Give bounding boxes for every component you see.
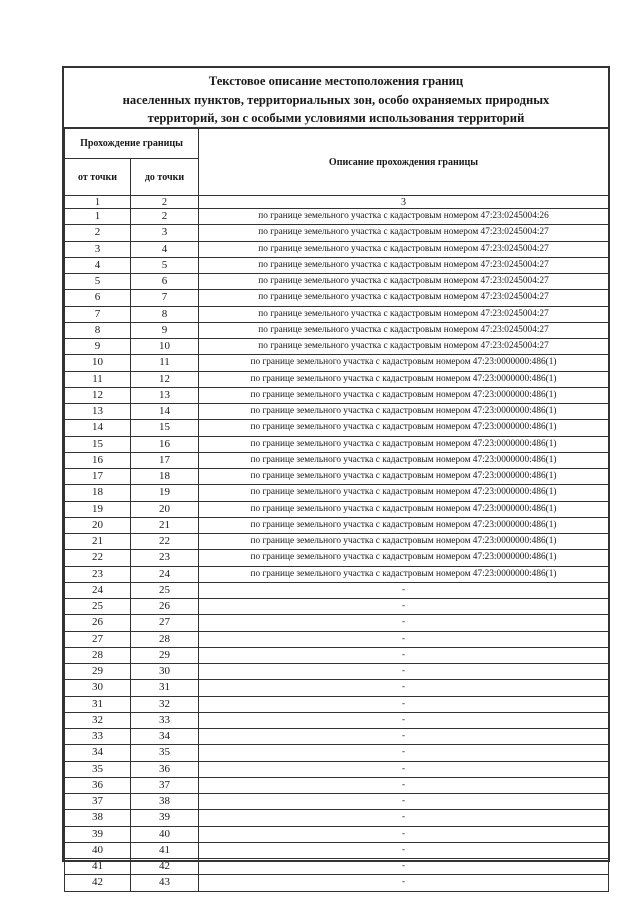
table-row <box>65 712 609 728</box>
table-row <box>65 290 609 306</box>
row-to-point: 24 <box>131 566 199 582</box>
row-to-point: 37 <box>131 777 199 793</box>
row-description: - <box>199 631 609 647</box>
row-from-point: 10 <box>65 355 131 371</box>
row-from-point: 39 <box>65 826 131 842</box>
table-row <box>65 566 609 582</box>
table-row <box>65 794 609 810</box>
table-row <box>65 241 609 257</box>
table-row <box>65 745 609 761</box>
row-to-point: 12 <box>131 371 199 387</box>
row-from-point: 41 <box>65 859 131 875</box>
table-row <box>65 696 609 712</box>
row-description: по границе земельного участка с кадастровым номером 47:23:0245004:27 <box>199 290 609 306</box>
row-to-point: 9 <box>131 322 199 338</box>
row-from-point: 32 <box>65 712 131 728</box>
table-row <box>65 225 609 241</box>
table-row <box>65 420 609 436</box>
row-to-point: 31 <box>131 680 199 696</box>
table-row <box>65 582 609 598</box>
row-description: - <box>199 696 609 712</box>
row-from-point: 23 <box>65 566 131 582</box>
row-from-point: 21 <box>65 534 131 550</box>
table-row <box>65 631 609 647</box>
row-from-point: 22 <box>65 550 131 566</box>
row-to-point: 4 <box>131 241 199 257</box>
row-to-point: 43 <box>131 875 199 891</box>
title-line-3: территорий, зон с особыми условиями использования территорий <box>147 111 525 125</box>
title-line-1: Текстовое описание местоположения границ <box>208 74 464 88</box>
row-description: - <box>199 680 609 696</box>
table-row <box>65 306 609 322</box>
row-to-point: 30 <box>131 664 199 680</box>
row-to-point: 5 <box>131 257 199 273</box>
row-from-point: 15 <box>65 436 131 452</box>
table-row <box>65 436 609 452</box>
row-to-point: 39 <box>131 810 199 826</box>
row-from-point: 6 <box>65 290 131 306</box>
table-row <box>65 534 609 550</box>
column-number-3: 3 <box>199 196 609 209</box>
row-from-point: 26 <box>65 615 131 631</box>
row-description: - <box>199 647 609 663</box>
row-description: - <box>199 582 609 598</box>
row-from-point: 33 <box>65 729 131 745</box>
row-description: - <box>199 712 609 728</box>
row-from-point: 1 <box>65 209 131 225</box>
table-row <box>65 501 609 517</box>
row-to-point: 33 <box>131 712 199 728</box>
row-description: - <box>199 794 609 810</box>
row-description: - <box>199 842 609 858</box>
row-from-point: 16 <box>65 452 131 468</box>
header-from: от точки <box>65 159 131 196</box>
row-from-point: 13 <box>65 404 131 420</box>
title-line-2: населенных пунктов, территориальных зон, особо охраняемых природных <box>122 92 550 107</box>
table-row <box>65 777 609 793</box>
row-from-point: 27 <box>65 631 131 647</box>
row-to-point: 14 <box>131 404 199 420</box>
row-description: - <box>199 599 609 615</box>
table-row <box>65 826 609 842</box>
table-row <box>65 664 609 680</box>
row-to-point: 38 <box>131 794 199 810</box>
row-to-point: 42 <box>131 859 199 875</box>
header-to: до точки <box>131 159 199 196</box>
row-to-point: 13 <box>131 387 199 403</box>
row-from-point: 9 <box>65 339 131 355</box>
row-from-point: 31 <box>65 696 131 712</box>
boundary-table <box>64 128 609 892</box>
table-row <box>65 810 609 826</box>
row-to-point: 10 <box>131 339 199 355</box>
row-description: по границе земельного участка с кадастровым номером 47:23:0000000:486(1) <box>199 469 609 485</box>
table-row <box>65 761 609 777</box>
row-from-point: 29 <box>65 664 131 680</box>
table-row <box>65 599 609 615</box>
row-to-point: 29 <box>131 647 199 663</box>
header-description: Описание прохождения границы <box>199 129 609 196</box>
row-from-point: 2 <box>65 225 131 241</box>
table-row <box>65 647 609 663</box>
table-body <box>65 209 609 892</box>
row-description: - <box>199 875 609 891</box>
row-to-point: 28 <box>131 631 199 647</box>
row-from-point: 36 <box>65 777 131 793</box>
row-to-point: 18 <box>131 469 199 485</box>
row-description: - <box>199 859 609 875</box>
row-from-point: 14 <box>65 420 131 436</box>
row-description: по границе земельного участка с кадастровым номером 47:23:0245004:27 <box>199 339 609 355</box>
row-description: по границе земельного участка с кадастровым номером 47:23:0245004:26 <box>199 209 609 225</box>
row-description: - <box>199 745 609 761</box>
column-number-2: 2 <box>131 196 199 209</box>
row-to-point: 21 <box>131 517 199 533</box>
row-description: по границе земельного участка с кадастровым номером 47:23:0245004:27 <box>199 274 609 290</box>
row-from-point: 38 <box>65 810 131 826</box>
table-row <box>65 550 609 566</box>
row-from-point: 5 <box>65 274 131 290</box>
table-row <box>65 209 609 225</box>
table-row <box>65 469 609 485</box>
row-from-point: 20 <box>65 517 131 533</box>
row-to-point: 27 <box>131 615 199 631</box>
row-to-point: 2 <box>131 209 199 225</box>
row-from-point: 24 <box>65 582 131 598</box>
row-description: - <box>199 826 609 842</box>
row-description: по границе земельного участка с кадастровым номером 47:23:0245004:27 <box>199 322 609 338</box>
row-description: - <box>199 761 609 777</box>
row-description: по границе земельного участка с кадастровым номером 47:23:0000000:486(1) <box>199 355 609 371</box>
row-to-point: 41 <box>131 842 199 858</box>
row-from-point: 7 <box>65 306 131 322</box>
row-from-point: 3 <box>65 241 131 257</box>
table-row <box>65 371 609 387</box>
table-row <box>65 322 609 338</box>
row-to-point: 8 <box>131 306 199 322</box>
table-row <box>65 517 609 533</box>
row-description: - <box>199 777 609 793</box>
row-from-point: 40 <box>65 842 131 858</box>
column-number-1: 1 <box>65 196 131 209</box>
row-description: по границе земельного участка с кадастровым номером 47:23:0000000:486(1) <box>199 485 609 501</box>
row-to-point: 11 <box>131 355 199 371</box>
row-to-point: 20 <box>131 501 199 517</box>
table-row <box>65 485 609 501</box>
table-row <box>65 257 609 273</box>
row-from-point: 34 <box>65 745 131 761</box>
table-row <box>65 729 609 745</box>
row-from-point: 17 <box>65 469 131 485</box>
row-from-point: 42 <box>65 875 131 891</box>
row-description: по границе земельного участка с кадастровым номером 47:23:0000000:486(1) <box>199 371 609 387</box>
table-row <box>65 387 609 403</box>
row-from-point: 25 <box>65 599 131 615</box>
row-to-point: 26 <box>131 599 199 615</box>
row-to-point: 19 <box>131 485 199 501</box>
row-description: по границе земельного участка с кадастровым номером 47:23:0000000:486(1) <box>199 387 609 403</box>
row-description: - <box>199 615 609 631</box>
row-description: по границе земельного участка с кадастровым номером 47:23:0000000:486(1) <box>199 566 609 582</box>
row-from-point: 19 <box>65 501 131 517</box>
table-row <box>65 680 609 696</box>
table-row <box>65 355 609 371</box>
table-row <box>65 875 609 891</box>
table-row <box>65 859 609 875</box>
row-description: по границе земельного участка с кадастровым номером 47:23:0000000:486(1) <box>199 534 609 550</box>
row-to-point: 22 <box>131 534 199 550</box>
row-to-point: 35 <box>131 745 199 761</box>
row-from-point: 8 <box>65 322 131 338</box>
row-from-point: 11 <box>65 371 131 387</box>
row-from-point: 30 <box>65 680 131 696</box>
row-to-point: 34 <box>131 729 199 745</box>
row-to-point: 25 <box>131 582 199 598</box>
row-to-point: 23 <box>131 550 199 566</box>
row-description: по границе земельного участка с кадастровым номером 47:23:0000000:486(1) <box>199 436 609 452</box>
row-to-point: 40 <box>131 826 199 842</box>
row-description: по границе земельного участка с кадастровым номером 47:23:0000000:486(1) <box>199 420 609 436</box>
row-description: по границе земельного участка с кадастровым номером 47:23:0000000:486(1) <box>199 501 609 517</box>
row-to-point: 32 <box>131 696 199 712</box>
row-description: по границе земельного участка с кадастровым номером 47:23:0245004:27 <box>199 241 609 257</box>
table-row <box>65 274 609 290</box>
header-passage: Прохождение границы <box>65 129 199 159</box>
row-from-point: 37 <box>65 794 131 810</box>
row-description: по границе земельного участка с кадастровым номером 47:23:0000000:486(1) <box>199 452 609 468</box>
document-title <box>64 68 608 128</box>
row-from-point: 4 <box>65 257 131 273</box>
table-row <box>65 339 609 355</box>
row-description: по границе земельного участка с кадастровым номером 47:23:0245004:27 <box>199 225 609 241</box>
row-to-point: 36 <box>131 761 199 777</box>
row-to-point: 17 <box>131 452 199 468</box>
row-to-point: 6 <box>131 274 199 290</box>
table-row <box>65 842 609 858</box>
row-from-point: 28 <box>65 647 131 663</box>
row-to-point: 7 <box>131 290 199 306</box>
row-to-point: 15 <box>131 420 199 436</box>
row-to-point: 3 <box>131 225 199 241</box>
row-description: по границе земельного участка с кадастровым номером 47:23:0000000:486(1) <box>199 517 609 533</box>
row-description: по границе земельного участка с кадастровым номером 47:23:0000000:486(1) <box>199 550 609 566</box>
row-from-point: 12 <box>65 387 131 403</box>
row-description: по границе земельного участка с кадастровым номером 47:23:0245004:27 <box>199 257 609 273</box>
table-row <box>65 404 609 420</box>
table-row <box>65 452 609 468</box>
row-from-point: 18 <box>65 485 131 501</box>
table-row <box>65 615 609 631</box>
row-from-point: 35 <box>65 761 131 777</box>
row-description: - <box>199 664 609 680</box>
row-description: по границе земельного участка с кадастровым номером 47:23:0000000:486(1) <box>199 404 609 420</box>
row-description: - <box>199 810 609 826</box>
row-description: по границе земельного участка с кадастровым номером 47:23:0245004:27 <box>199 306 609 322</box>
row-to-point: 16 <box>131 436 199 452</box>
row-description: - <box>199 729 609 745</box>
